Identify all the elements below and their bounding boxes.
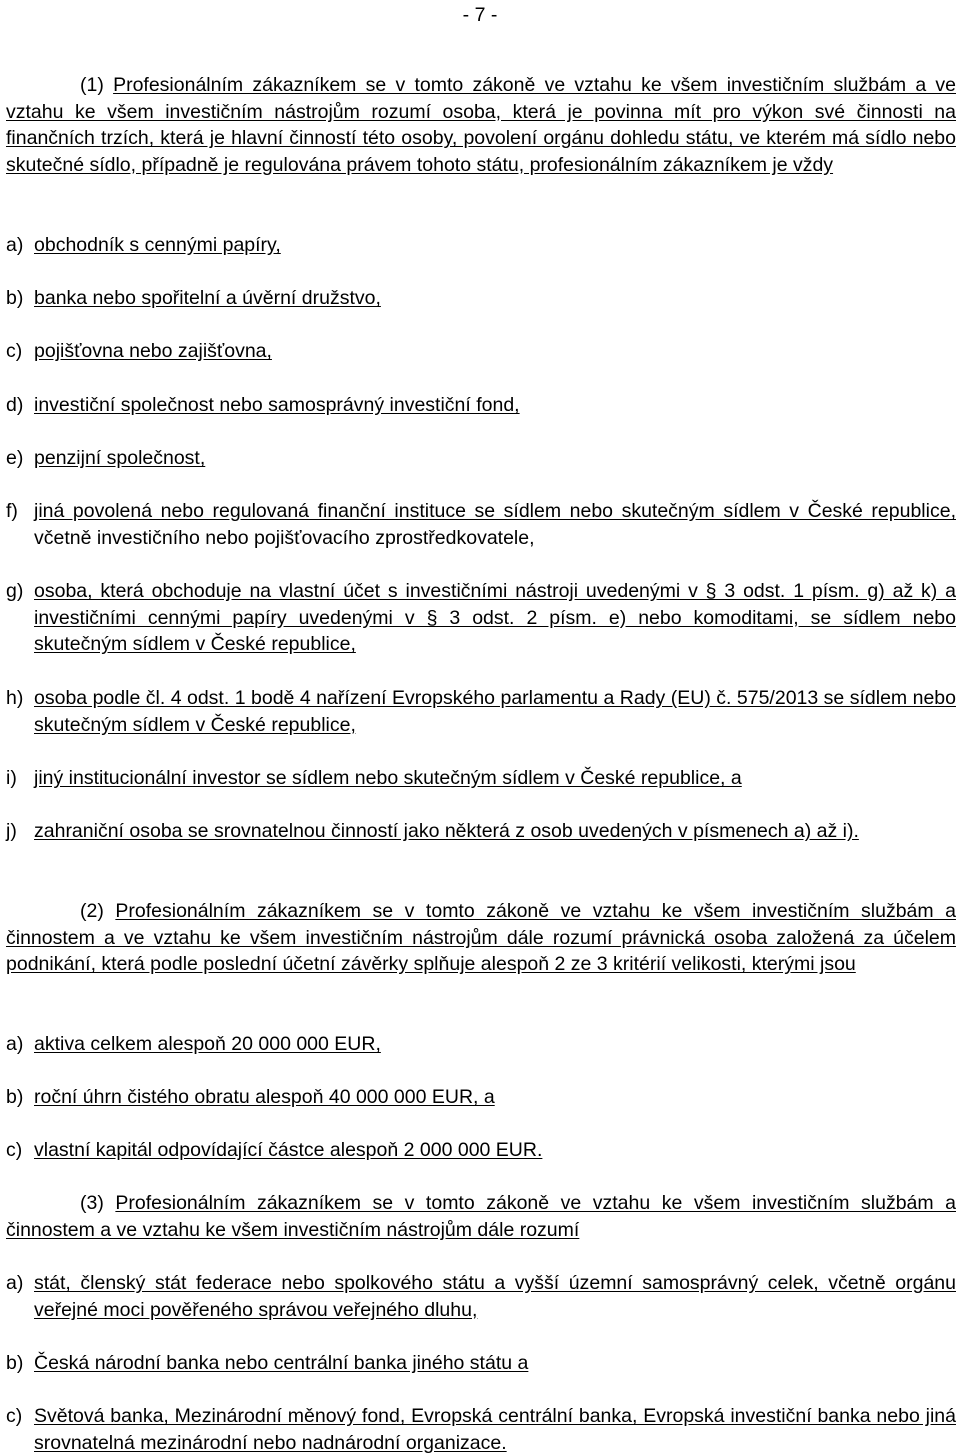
list-item-text-tail: včetně investičního nebo pojišťovacího zprostředkovatele, bbox=[34, 526, 535, 549]
list-item-text: roční úhrn čistého obratu alespoň 40 000 000 EUR, a bbox=[34, 1086, 495, 1108]
list-item-2b bbox=[6, 1084, 956, 1111]
list-item-label: b) bbox=[6, 1352, 24, 1374]
list-item-1d bbox=[6, 392, 956, 419]
list-item-label: d) bbox=[6, 394, 24, 416]
list-item-text: stát, členský stát federace nebo spolkového státu a vyšší územní samosprávný celek, včetně orgánu veřejné moci pověřeného správou veřejného dluhu, bbox=[34, 1272, 956, 1321]
list-item-label: b) bbox=[6, 1086, 24, 1108]
list-item-1i bbox=[6, 765, 956, 792]
list-item-text: jiná povolená nebo regulovaná finanční instituce se sídlem nebo skutečným sídlem v České republice, bbox=[34, 500, 956, 522]
list-item-text: Česká národní banka nebo centrální banka jiného státu a bbox=[34, 1352, 529, 1374]
list-item-text: jiný institucionální investor se sídlem nebo skutečným sídlem v České republice, a bbox=[34, 767, 742, 789]
list-item-1b bbox=[6, 285, 956, 312]
list-item-text: osoba podle čl. 4 odst. 1 bodě 4 nařízení Evropského parlamentu a Rady (EU) č. 575/2013 se sídlem nebo skutečným sídlem v České republice, bbox=[34, 687, 956, 736]
list-item-label: e) bbox=[6, 447, 24, 469]
list-item-3c bbox=[6, 1403, 956, 1456]
paragraph-3-number: (3) bbox=[80, 1192, 104, 1214]
list-item-label: c) bbox=[6, 1405, 23, 1427]
list-item-text: aktiva celkem alespoň 20 000 000 EUR, bbox=[34, 1033, 381, 1055]
list-item-label: j) bbox=[6, 820, 17, 842]
list-item-label: i) bbox=[6, 767, 17, 789]
paragraph-2-text: Profesionálním zákazníkem se v tomto zákoně ve vztahu ke všem investičním službám a činnostem a ve vztahu ke všem investičním nástrojům dále rozumí právnická osoba založená za účelem podnikání, která podle poslední účetní závěrky splňuje alespoň 2 ze 3 kritérií velikosti, kterými jsou bbox=[6, 900, 956, 975]
list-item-label: c) bbox=[6, 1139, 23, 1161]
list-item-text: banka nebo spořitelní a úvěrní družstvo, bbox=[34, 287, 381, 309]
list-item-text: osoba, která obchoduje na vlastní účet s investičními nástroji uvedenými v § 3 odst. 1 písm. g) až k) a investičními cennými papíry uvedenými v § 3 odst. 2 písm. e) nebo komoditami, se sídlem nebo skutečným sídlem v České republice, bbox=[34, 580, 956, 655]
list-item-1g bbox=[6, 578, 956, 658]
list-item-text: obchodník s cennými papíry, bbox=[34, 234, 281, 256]
list-item-label: a) bbox=[6, 234, 24, 256]
list-item-label: h) bbox=[6, 687, 24, 709]
list-item-label: b) bbox=[6, 287, 24, 309]
list-item-text: vlastní kapitál odpovídající částce alespoň 2 000 000 EUR. bbox=[34, 1139, 543, 1161]
paragraph-1-text: Profesionálním zákazníkem se v tomto zákoně ve vztahu ke všem investičním službám a ve vztahu ke všem investičním nástrojům rozumí osoba, která je povinna mít pro výkon své činnosti na finančních trzích, která je hlavní činností této osoby, povolení orgánu dohledu státu, ve kterém má sídlo nebo skutečné sídlo, případně je regulována právem tohoto státu, profesionálním zákazníkem je vždy bbox=[6, 74, 956, 176]
list-item-text: zahraniční osoba se srovnatelnou činností jako některá z osob uvedených v písmenech a) až i). bbox=[34, 820, 859, 842]
paragraph-2 bbox=[6, 898, 956, 978]
list-item-3b bbox=[6, 1350, 956, 1377]
list-item-3a bbox=[6, 1270, 956, 1323]
list-item-text: pojišťovna nebo zajišťovna, bbox=[34, 340, 272, 362]
list-item-label: a) bbox=[6, 1272, 24, 1294]
paragraph-3 bbox=[6, 1190, 956, 1243]
list-item-1e bbox=[6, 445, 956, 472]
paragraph-1 bbox=[6, 72, 956, 178]
list-item-2c bbox=[6, 1137, 956, 1164]
paragraph-3-text: Profesionálním zákazníkem se v tomto zákoně ve vztahu ke všem investičním službám a činnostem a ve vztahu ke všem investičním nástrojům dále rozumí bbox=[6, 1192, 956, 1241]
list-item-1a bbox=[6, 232, 956, 259]
page-number: - 7 - bbox=[462, 4, 498, 26]
list-item-1c bbox=[6, 338, 956, 365]
list-item-label: g) bbox=[6, 580, 24, 602]
paragraph-1-number: (1) bbox=[80, 74, 104, 96]
list-item-1f bbox=[6, 498, 956, 551]
list-item-label: f) bbox=[6, 500, 18, 522]
list-item-label: a) bbox=[6, 1033, 24, 1055]
list-item-text: Světová banka, Mezinárodní měnový fond, Evropská centrální banka, Evropská investiční banka nebo jiná srovnatelná mezinárodní nebo nadnárodní organizace. bbox=[34, 1405, 956, 1454]
list-item-text: investiční společnost nebo samosprávný investiční fond, bbox=[34, 394, 520, 416]
list-item-text: penzijní společnost, bbox=[34, 447, 206, 469]
list-item-1h bbox=[6, 685, 956, 738]
list-item-1j bbox=[6, 818, 956, 845]
list-item-2a bbox=[6, 1031, 956, 1058]
paragraph-2-number: (2) bbox=[80, 900, 104, 922]
list-item-label: c) bbox=[6, 340, 23, 362]
